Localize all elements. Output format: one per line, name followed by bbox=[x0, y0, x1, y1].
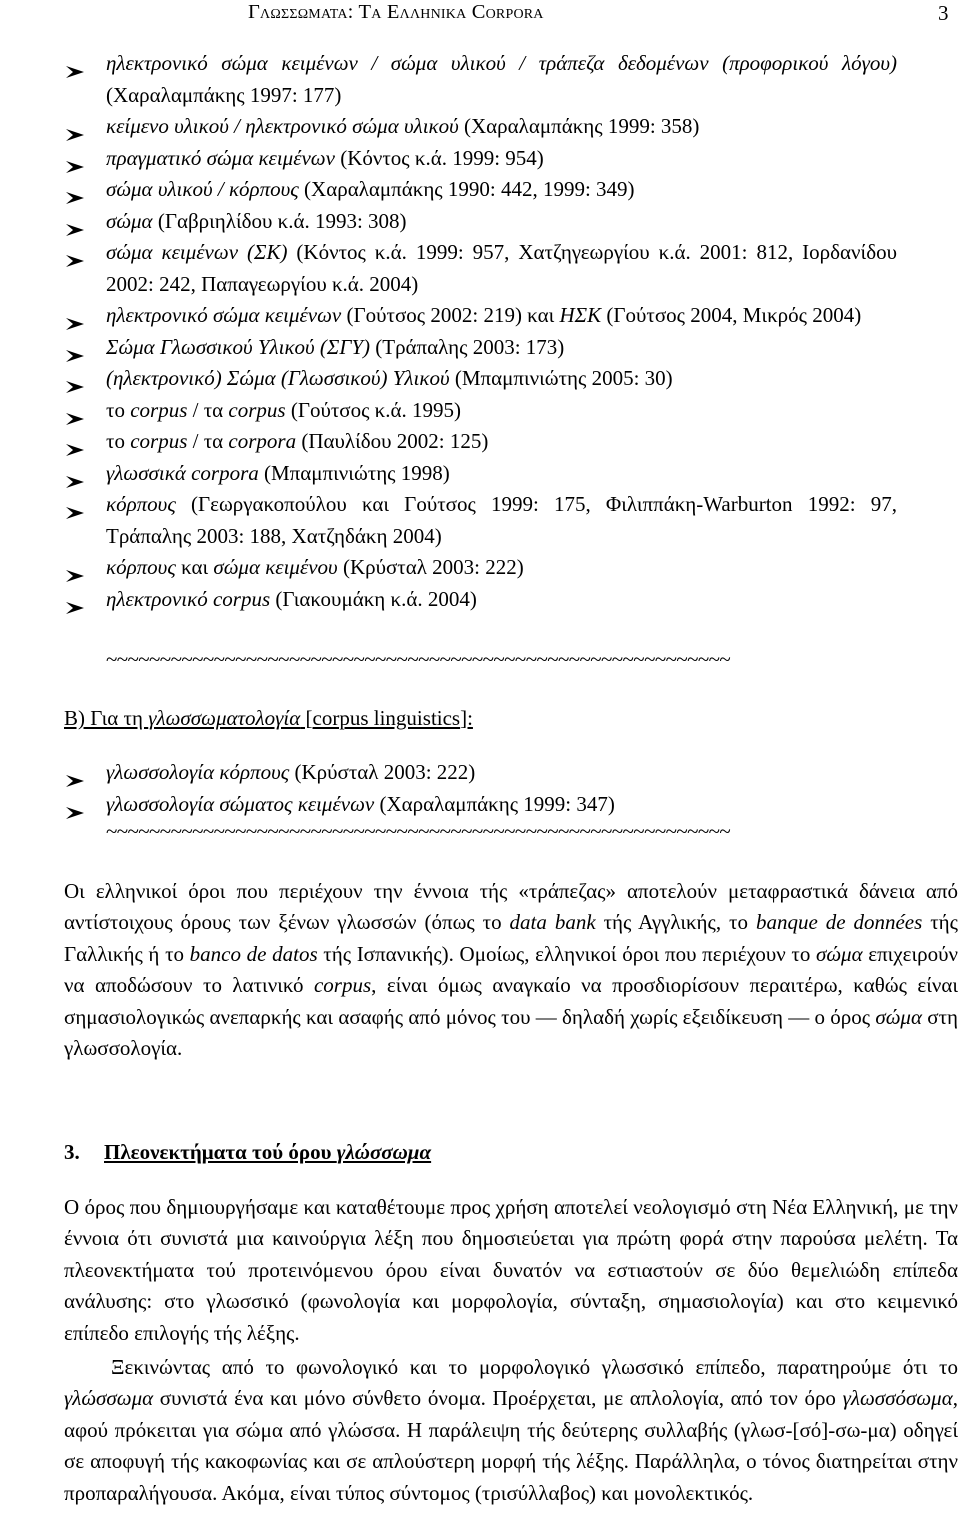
arrow-bullet-icon bbox=[64, 120, 86, 134]
list-item bbox=[0, 489, 960, 552]
section-title: Πλεονεκτήματα τού όρου γλώσσωμα bbox=[104, 1140, 432, 1164]
arrow-bullet-icon bbox=[64, 798, 86, 812]
italic-term: corpus bbox=[130, 397, 188, 422]
text-run: Ο όρος που δημιουργήσαμε και καταθέτουμε προς χρήση αποτελεί νεολογισμό στη Νέα Ελληνική, με την έννοια ότι συνιστά μια καινούργια λέξη που δημοσιεύεται για πρώτη φορά στην παρούσα μελέτη. Τα πλεονεκτήματα τού προτεινόμενου όρου είναι δυνατόν να εστιαστούν σε δύο θεμελιώδη επίπεδα ανάλυσης: στο γλωσσικό (φωνολογία και μορφολογία, σύνταξη, σημασιολογία) και στο κειμενικό επίπεδο επιλογής τής λέξης. bbox=[64, 1195, 958, 1345]
text-run: (Γεωργακοπούλου και Γούτσος 1999: 175, Φιλιππάκη-Warburton 1992: 97, Τράπαλης 2003: 188, Χατζηδάκη 2004) bbox=[106, 492, 897, 548]
arrow-bullet-icon bbox=[64, 561, 86, 575]
list-item bbox=[0, 111, 960, 143]
arrow-bullet-icon bbox=[64, 152, 86, 166]
paragraph-3 bbox=[64, 1352, 958, 1509]
text-run: (Μπαμπινιώτης 2005: 30) bbox=[449, 366, 673, 390]
arrow-bullet-icon bbox=[64, 766, 86, 780]
italic-term: data bank bbox=[509, 910, 596, 935]
italic-term: (ηλεκτρονικό) Σώμα (Γλωσσικού) Υλικού bbox=[106, 366, 450, 390]
text-run: (Γιακουμάκη κ.ά. 2004) bbox=[270, 586, 477, 611]
italic-term: banque de données bbox=[755, 910, 923, 935]
running-header bbox=[0, 0, 960, 26]
arrow-bullet-icon bbox=[64, 183, 86, 197]
arrow-bullet-icon bbox=[64, 246, 86, 260]
text-run: (Τράπαλης 2003: 173) bbox=[370, 334, 565, 359]
arrow-bullet-icon bbox=[64, 372, 86, 386]
text-run: (Χαραλαμπάκης 1997: 177) bbox=[106, 82, 342, 107]
page-number: 3 bbox=[938, 1, 949, 25]
text-run: τής Αγγλικής, το bbox=[595, 910, 756, 935]
text-run: / τα bbox=[187, 397, 229, 422]
text-run: Ξεκινώντας από το φωνολογικό και το μορφολογικό γλωσσικό επίπεδο, παρατηρούμε ότι το bbox=[111, 1355, 958, 1379]
text-run: συνιστά ένα και μόνο σύνθετο όνομα. Προέρχεται, με απλολογία, από τον όρο bbox=[153, 1386, 843, 1411]
italic-term: γλωσσικά corpora bbox=[106, 460, 259, 485]
text-run: (Γαβριηλίδου κ.ά. 1993: 308) bbox=[152, 208, 407, 233]
list-item bbox=[0, 363, 960, 395]
term-list-a bbox=[0, 48, 960, 615]
arrow-bullet-icon bbox=[64, 467, 86, 481]
italic-term: γλωσσολογία σώματος κειμένων bbox=[106, 791, 375, 816]
italic-term: corpus bbox=[228, 397, 286, 422]
tilde-separator: ~~~~~~~~~~~~~~~~~~~~~~~~~~~~~~~~~~~~~~~~~~~~~~~~~~~~~~~~~~ bbox=[106, 819, 731, 843]
text-run: τής Γαλλικής ή το bbox=[64, 910, 958, 966]
list-item bbox=[0, 789, 960, 821]
text-run: στη γλωσσολογία. bbox=[64, 1004, 958, 1061]
italic-term: Σώμα Γλωσσικού Υλικού (ΣΓΥ) bbox=[106, 334, 370, 359]
section-b-english: corpus linguistics bbox=[312, 706, 461, 730]
tilde-separator: ~~~~~~~~~~~~~~~~~~~~~~~~~~~~~~~~~~~~~~~~~~~~~~~~~~~~~~~~~~ bbox=[106, 647, 731, 671]
list-item bbox=[0, 426, 960, 458]
arrow-bullet-icon bbox=[64, 57, 86, 71]
text-run: / τα bbox=[187, 429, 229, 453]
text-run: (Γούτσος κ.ά. 1995) bbox=[285, 397, 462, 422]
text-run: τής Ισπανικής). Ομοίως, ελληνικοί όροι που περιέχουν το bbox=[317, 941, 817, 966]
list-item bbox=[0, 584, 960, 616]
text-run: (Κόντος κ.ά. 1999: 957, Χατζηγεωργίου κ.ά. 2001: 812, Ιορδανίδου 2002: 242, Παπαγεωργίου κ.ά. 2004) bbox=[106, 240, 897, 296]
italic-term: σώμα κειμένου bbox=[213, 555, 338, 579]
list-item bbox=[0, 395, 960, 427]
italic-term: σώμα bbox=[875, 1004, 922, 1029]
text-run: (Γούτσος 2004, Μικρός 2004) bbox=[601, 303, 862, 327]
italic-term: γλωσσόσωμα bbox=[842, 1386, 953, 1411]
italic-term: πραγματικό σώμα κειμένων bbox=[106, 145, 335, 170]
text-run: , είναι όμως αναγκαίο να προσδιορίσουν περαιτέρω, καθώς είναι σημασιολογικώς ανεπαρκής και ασαφής από μόνος του — δηλαδή χωρίς εξειδίκευση — ο όρος bbox=[64, 973, 958, 1029]
italic-term: κείμενο υλικού / ηλεκτρονικό σώμα υλικού bbox=[106, 114, 459, 138]
text-run: επιχειρούν να αποδώσουν το λατινικό bbox=[64, 941, 958, 998]
text-run: (Κρύσταλ 2003: 222) bbox=[337, 555, 524, 579]
text-run: (Χαραλαμπάκης 1990: 442, 1999: 349) bbox=[298, 177, 635, 201]
text-run: (Παυλίδου 2002: 125) bbox=[296, 429, 489, 453]
section-number: 3. bbox=[64, 1140, 80, 1164]
text-run: (Κόντος κ.ά. 1999: 954) bbox=[334, 145, 544, 170]
list-item bbox=[0, 48, 960, 111]
italic-term: ΗΣΚ bbox=[559, 303, 602, 327]
italic-term: γλωσσολογία κόρπους bbox=[106, 760, 290, 784]
paragraph-2 bbox=[64, 1192, 958, 1349]
section-b-mid: [ bbox=[300, 706, 313, 730]
italic-term: κόρπους bbox=[106, 555, 176, 579]
italic-term: σώμα υλικού / κόρπους bbox=[106, 177, 299, 201]
list-item bbox=[0, 206, 960, 238]
italic-term: ηλεκτρονικό σώμα κειμένων bbox=[106, 303, 342, 327]
italic-term: corpus bbox=[313, 973, 372, 998]
italic-term: γλώσσωμα bbox=[64, 1386, 154, 1411]
text-run: (Μπαμπινιώτης 1998) bbox=[258, 460, 450, 485]
arrow-bullet-icon bbox=[64, 215, 86, 229]
italic-term: ηλεκτρονικό corpus bbox=[106, 586, 271, 611]
italic-term: σώμα bbox=[106, 208, 153, 233]
italic-term: σώμα κειμένων (ΣΚ) bbox=[106, 240, 288, 264]
text-run: (Χαραλαμπάκης 1999: 347) bbox=[374, 791, 615, 816]
text-run: το bbox=[106, 429, 131, 453]
section-b-heading bbox=[64, 703, 473, 733]
section-b-suffix: ]: bbox=[460, 706, 473, 730]
text-run: , αφού πρόκειται για σώμα από γλώσσα. Η παράλειψη τής δεύτερης συλλαβής (γλωσ-[σό]-σω-μα) οδηγεί σε αποφυγή τής κακοφωνίας και σε απλούστερη μορφή τής λέξης. Παράλληλα, ο τόνος διατηρείται στην προπαραλήγουσα. Ακόμα, είναι τύπος σύντομος (τρισύλλαβος) και μονολεκτικός. bbox=[64, 1386, 958, 1505]
italic-term: corpus bbox=[130, 429, 188, 453]
text-run: και bbox=[175, 555, 214, 579]
section-3-heading bbox=[64, 1137, 431, 1167]
italic-term: ηλεκτρονικό σώμα κειμένων / σώμα υλικού / τράπεζα δεδομένων (προφορικού λόγου) bbox=[106, 51, 897, 75]
list-item bbox=[0, 332, 960, 364]
text-run: το bbox=[106, 397, 131, 422]
text-run: (Χαραλαμπάκης 1999: 358) bbox=[458, 114, 700, 138]
arrow-bullet-icon bbox=[64, 435, 86, 449]
list-item bbox=[0, 757, 960, 789]
header-title: Γλωσσωματα: Τα Ελληνικα Corpora bbox=[248, 1, 544, 23]
italic-term: corpora bbox=[228, 429, 297, 453]
text-run: (Κρύσταλ 2003: 222) bbox=[289, 760, 476, 784]
arrow-bullet-icon bbox=[64, 309, 86, 323]
italic-term: κόρπους bbox=[106, 492, 176, 516]
term-list-b bbox=[0, 757, 960, 820]
list-item bbox=[0, 237, 960, 300]
arrow-bullet-icon bbox=[64, 593, 86, 607]
list-item bbox=[0, 458, 960, 490]
text-run: (Γούτσος 2002: 219) και bbox=[341, 303, 560, 327]
list-item bbox=[0, 300, 960, 332]
list-item bbox=[0, 552, 960, 584]
section-b-prefix: Β) Για τη bbox=[64, 706, 149, 730]
text-run: Οι ελληνικοί όροι που περιέχουν την έννοια τής «τράπεζας» αποτελούν μεταφραστικά δάνεια από αντίστοιχους όρους των ξένων γλωσσών (όπως το bbox=[64, 879, 958, 935]
arrow-bullet-icon bbox=[64, 341, 86, 355]
list-item bbox=[0, 143, 960, 175]
list-item bbox=[0, 174, 960, 206]
arrow-bullet-icon bbox=[64, 404, 86, 418]
paragraph-1 bbox=[64, 876, 958, 1064]
section-b-term: γλωσσωματολογία bbox=[148, 706, 301, 730]
arrow-bullet-icon bbox=[64, 498, 86, 512]
italic-term: σώμα bbox=[816, 941, 863, 966]
italic-term: banco de datos bbox=[189, 941, 318, 966]
